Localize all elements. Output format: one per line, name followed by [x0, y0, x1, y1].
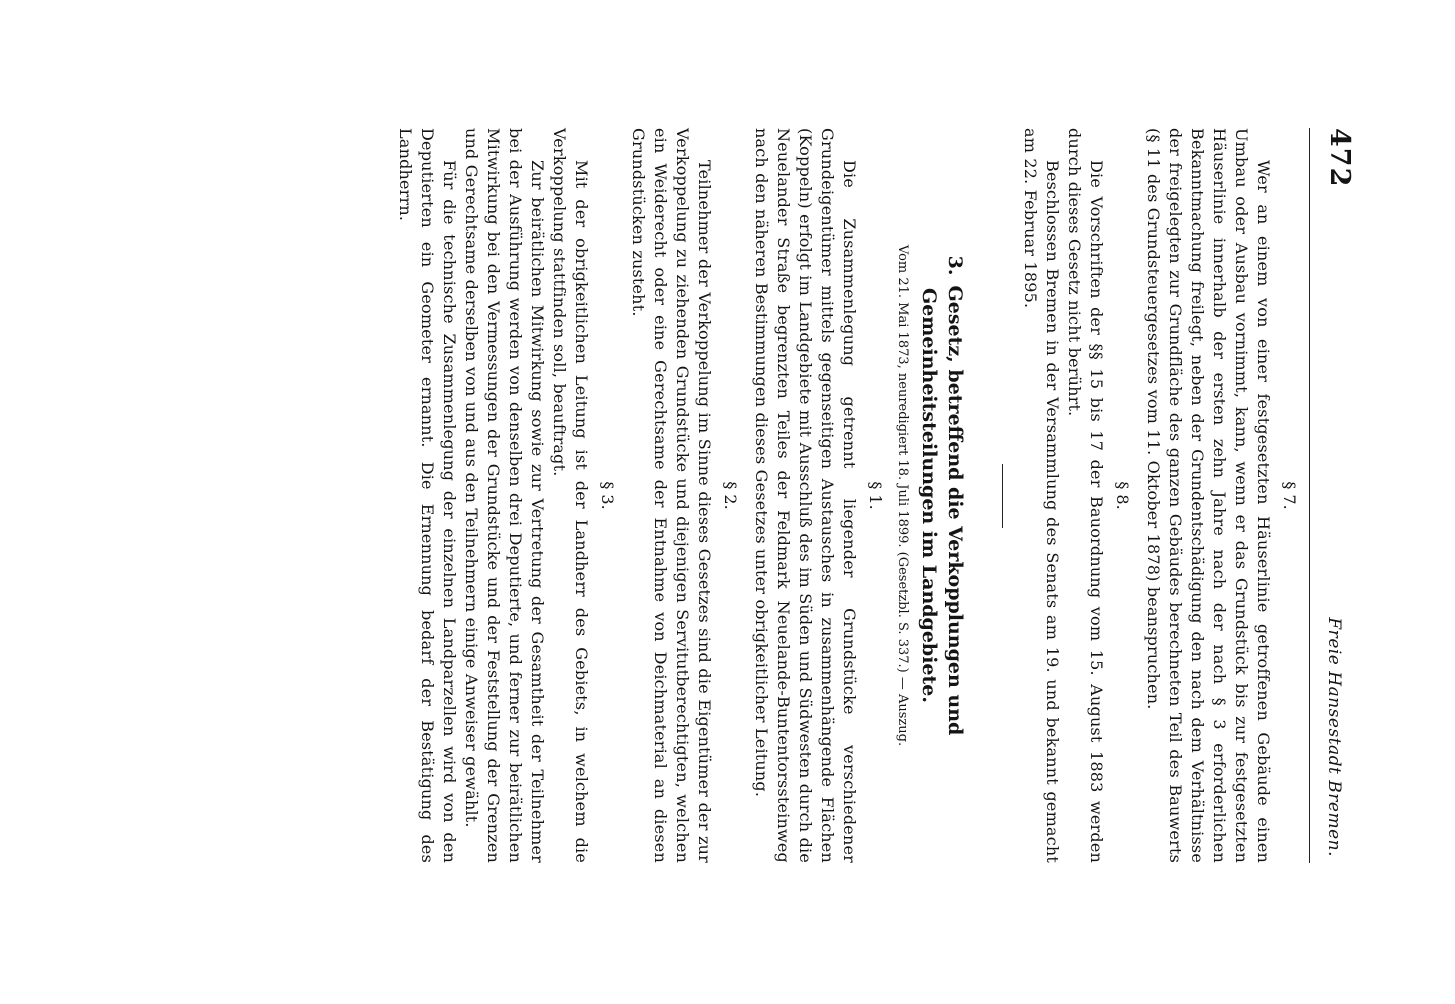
law-number: 3.	[944, 255, 966, 276]
section-8-closing: Beschlossen Bremen in der Versammlung des Senats am 19. und bekannt gemacht am 22. Februar 1895.	[1021, 128, 1062, 863]
section-7-heading: § 7.	[1280, 481, 1299, 510]
section-3-heading: § 3.	[598, 481, 617, 510]
separator-rule	[1002, 464, 1003, 528]
section-2-heading: § 2.	[721, 481, 740, 510]
section-8-heading: § 8.	[1113, 481, 1132, 510]
section-2-text: Teilnehmer der Verkoppelung im Sinne dieses Gesetzes sind die Eigentümer der zur Verkoppelung zu ziehenden Grundstücke und diejenigen Servitutberechtigten, welchen ein Weiderecht oder eine Gerechtsame der Entnahme von Deichmaterial an diesen Grundstücken zusteht.	[629, 128, 714, 863]
law-title	[916, 158, 968, 833]
section-7-text: Wer an einem von einer festgesetzten Häuserlinie getroffenen Gebäude einen Umbau oder Ausbau vornimmt, kann, wenn er das Grundstück bis zur festgesetzten Häuserlinie innerhalb der ersten zehn Jahre nach der nach § 3 erforderlichen Bekanntmachung freilegt, neben der Grundentschädigung den nach dem Verhältnisse der freigelegten zur Grundfläche des ganzen Gebäudes berechneten Teil des Bauwerts (§ 11 des Grundsteuergesetzes vom 11. Oktober 1878) beanspruchen.	[1144, 128, 1273, 863]
section-3-text: Mit der obrigkeitlichen Leitung ist der Landherr des Gebiets, in welchem die Verkoppelung stattfinden soll, beauftragt.	[550, 128, 591, 863]
section-8-text: Die Vorschriften der §§ 15 bis 17 der Bauordnung vom 15. August 1883 werden durch dieses Gesetz nicht berührt.	[1065, 128, 1106, 863]
section-1-text: Die Zusammenlegung getrennt liegender Grundstücke verschiedener Grundeigentümer mittels gegenseitigen Austausches in zusammenhängende Flächen (Koppeln) erfolgt im Landgebiete mit Ausschluß des im Süden und Südwesten durch die Neuelander Straße begrenzten Teiles der Feldmark Neuelande-Buntentorssteinweg nach den näheren Bestimmungen dieses Gesetzes unter obrigkeitlicher Leitung.	[752, 128, 859, 863]
page-header	[1324, 128, 1355, 863]
page-number: 472	[1324, 128, 1355, 188]
law-date-line: Vom 21. Mai 1873, neuredigiert 18. Juli 1899. (Gesetzbl. S. 337.) — Auszug.	[895, 244, 910, 747]
running-title: Freie Hansestadt Bremen.	[1324, 617, 1344, 857]
text-column	[394, 128, 1355, 863]
section-3-paragraph-2: Zur beirätlichen Mitwirkung sowie zur Vertretung der Gesamtheit der Teilnehmer bei der Ausführung werden von denselben drei Deputierte, und ferner zur beirätlichen Mitwirkung bei den Vermessungen der Grundstücke und der Feststellung der Grenzen und Gerechtsame derselben von und aus den Teilnehmern einige Anweiser gewählt.	[462, 128, 547, 863]
law-title-text: Gesetz, betreffend die Verkopplungen und Gemeinheitsteilungen im Landgebiete.	[918, 285, 966, 736]
header-rule	[1309, 128, 1310, 863]
section-1-heading: § 1.	[866, 481, 885, 510]
section-3-paragraph-3: Für die technische Zusammenlegung der einzelnen Landparzellen wird von den Deputierten ein Geometer ernannt. Die Ernennung bedarf der Bestätigung des Landherrn.	[396, 128, 459, 863]
